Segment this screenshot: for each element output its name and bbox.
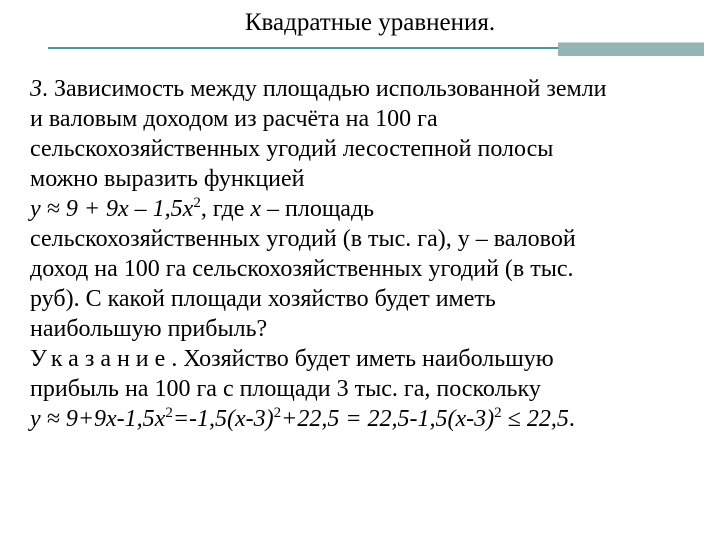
text-run: , где [200,196,251,222]
text-run: – площадь [261,196,375,222]
text-run: сельскохозяйственных угодий (в тыс. га), у – валовой [30,226,576,252]
formula-text: x [250,196,261,222]
text-run: . Хозяйство будет иметь наибольшую [171,346,554,372]
text-line [30,74,714,104]
text-line [30,404,714,434]
text-run: можно выразить функцией [30,166,305,192]
text-line [30,254,714,284]
text-run: Указание [30,346,172,372]
superscript: 2 [494,405,502,421]
superscript: 2 [165,405,173,421]
formula-text: +22,5 = 22,5-1,5(x-3) [281,406,495,432]
text-line [30,134,714,164]
text-line [30,194,714,224]
title-rule-line [48,47,558,49]
formula-text: 3 [30,76,42,102]
text-line [30,104,714,134]
text-line [30,374,714,404]
text-run: . [568,406,575,432]
text-run: и валовым доходом из расчёта на 100 га [30,106,438,132]
text-line [30,284,714,314]
text-run: . Зависимость между площадью использованной земли [42,76,607,102]
slide-title-text: Квадратные уравнения. [244,9,496,36]
text-run: руб). С какой площади хозяйство будет иметь [30,286,496,312]
text-run: сельскохозяйственных угодий лесостепной полосы [30,136,554,162]
text-line [30,314,714,344]
formula-text: ≤ 22,5 [501,406,569,432]
superscript: 2 [193,195,201,211]
formula-text: =-1,5(x-3) [172,406,274,432]
superscript: 2 [273,405,282,421]
text-run: доход на 100 га сельскохозяйственных угодий (в тыс. [30,256,574,282]
problem-text [30,74,714,434]
title-rule-bar [558,42,704,56]
text-run: наибольшую прибыль? [30,316,268,342]
text-line [30,224,714,254]
formula-text: y ≈ 9+9x-1,5x [30,406,166,432]
text-line [30,344,714,374]
text-run: прибыль на 100 га с площади 3 тыс. га, поскольку [30,376,541,402]
formula-text: y ≈ 9 + 9x – 1,5x [30,196,194,222]
text-line [30,164,714,194]
slide-title [0,8,720,38]
